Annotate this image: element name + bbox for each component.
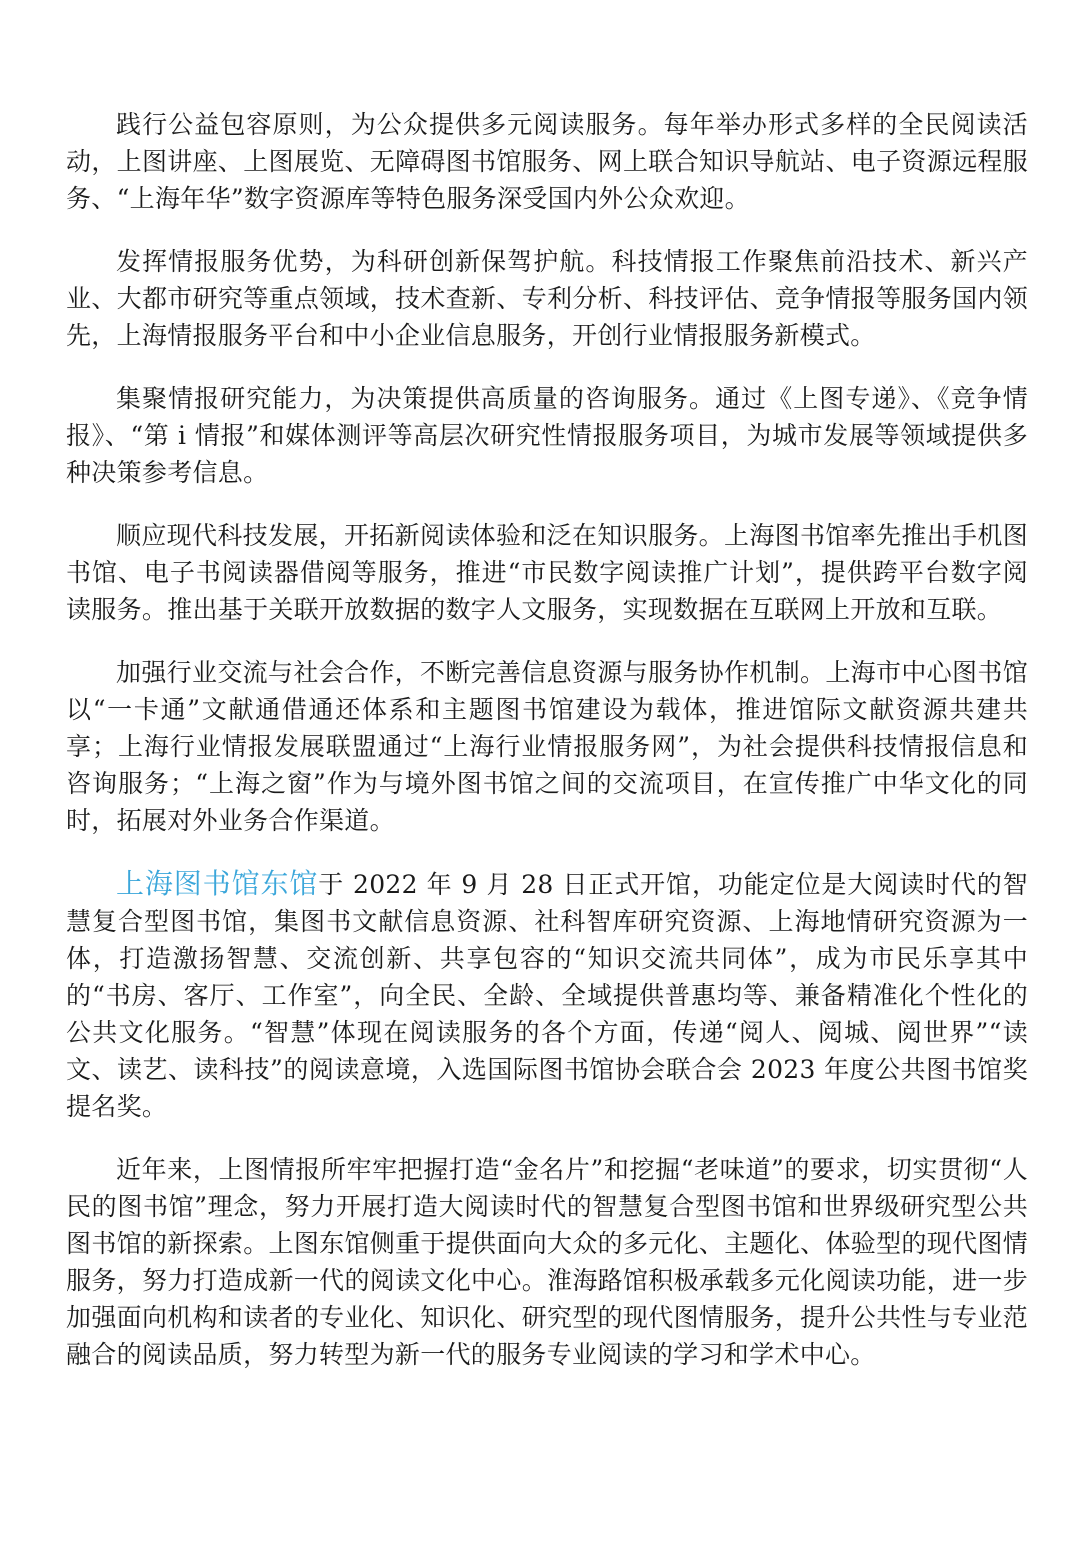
paragraph-intelligence-services <box>66 243 1028 354</box>
highlight-east-library: 上海图书馆东馆 <box>116 867 319 900</box>
article-body <box>66 106 1028 1399</box>
paragraph-cooperation <box>66 654 1028 839</box>
paragraph-text: 践行公益包容原则，为公众提供多元阅读服务。每年举办形式多样的全民阅读活动，上图讲座、上图展览、无障碍图书馆服务、网上联合知识导航站、电子资源远程服务、“上海年华”数字资源库等特色服务深受国内外公众欢迎。 <box>66 110 1028 213</box>
paragraph-public-reading <box>66 106 1028 217</box>
paragraph-text: 发挥情报服务优势，为科研创新保驾护航。科技情报工作聚焦前沿技术、新兴产业、大都市研究等重点领域，技术查新、专利分析、科技评估、竞争情报等服务国内领先，上海情报服务平台和中小企业信息服务，开创行业情报服务新模式。 <box>66 247 1028 350</box>
paragraph-digital-reading <box>66 517 1028 628</box>
paragraph-east-library <box>66 865 1028 1125</box>
paragraph-text: 加强行业交流与社会合作，不断完善信息资源与服务协作机制。上海市中心图书馆以“一卡通”文献通借通还体系和主题图书馆建设为载体，推进馆际文献资源共建共享；上海行业情报发展联盟通过“上海行业情报服务网”，为社会提供科技情报信息和咨询服务；“上海之窗”作为与境外图书馆之间的交流项目，在宣传推广中华文化的同时，拓展对外业务合作渠道。 <box>66 658 1028 835</box>
paragraph-text: 于 2022 年 9 月 28 日正式开馆，功能定位是大阅读时代的智慧复合型图书馆，集图书文献信息资源、社科智库研究资源、上海地情研究资源为一体，打造激扬智慧、交流创新、共享包容的“知识交流共同体”，成为市民乐享其中的“书房、客厅、工作室”，向全民、全龄、全域提供普惠均等、兼备精准化个性化的公共文化服务。“智慧”体现在阅读服务的各个方面，传递“阅人、阅城、阅世界”“读文、读艺、读科技”的阅读意境，入选国际图书馆协会联合会 2023 年度公共图书馆奖提名奖。 <box>66 870 1028 1121</box>
paragraph-research-consulting <box>66 380 1028 491</box>
paragraph-text: 近年来，上图情报所牢牢把握打造“金名片”和挖掘“老味道”的要求，切实贯彻“人民的图书馆”理念，努力开展打造大阅读时代的智慧复合型图书馆和世界级研究型公共图书馆的新探索。上图东馆侧重于提供面向大众的多元化、主题化、体验型的现代图情服务，努力打造成新一代的阅读文化中心。淮海路馆积极承载多元化阅读功能，进一步加强面向机构和读者的专业化、知识化、研究型的现代图情服务，提升公共性与专业范融合的阅读品质，努力转型为新一代的服务专业阅读的学习和学术中心。 <box>66 1155 1028 1369</box>
paragraph-text: 集聚情报研究能力，为决策提供高质量的咨询服务。通过《上图专递》、《竞争情报》、“第 i 情报”和媒体测评等高层次研究性情报服务项目，为城市发展等领域提供多种决策参考信息。 <box>66 384 1028 487</box>
paragraph-text: 顺应现代科技发展，开拓新阅读体验和泛在知识服务。上海图书馆率先推出手机图书馆、电子书阅读器借阅等服务，推进“市民数字阅读推广计划”，提供跨平台数字阅读服务。推出基于关联开放数据的数字人文服务，实现数据在互联网上开放和互联。 <box>66 521 1028 624</box>
paragraph-recent-years <box>66 1151 1028 1373</box>
